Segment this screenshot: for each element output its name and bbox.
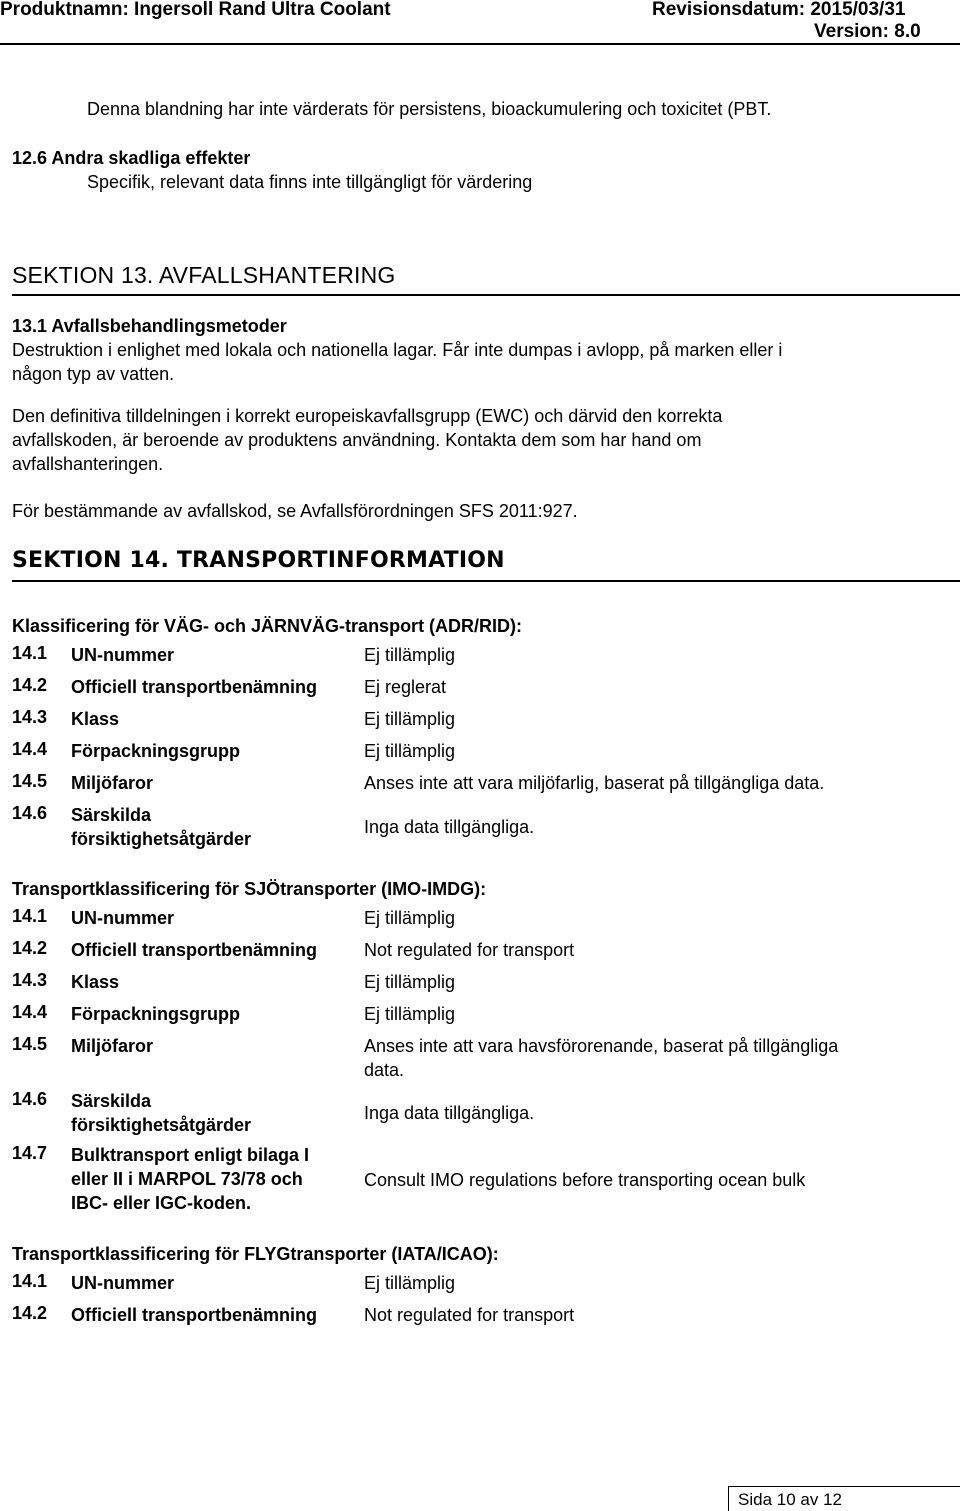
adr-heading: Klassificering för VÄG- och JÄRNVÄG-transport (ADR/RID): <box>12 616 523 636</box>
row-number: 14.7 <box>12 1143 48 1163</box>
row-label: försiktighetsåtgärder <box>71 829 252 849</box>
row-number: 14.1 <box>12 1271 48 1291</box>
row-number: 14.4 <box>12 739 48 759</box>
row-value: Ej tillämplig <box>364 1004 456 1024</box>
header-rule <box>0 43 960 45</box>
row-label: Miljöfaror <box>71 1036 154 1056</box>
ewc-text-line: Den definitiva tilldelningen i korrekt europeiskavfallsgrupp (EWC) och därvid den korrekta <box>12 406 723 426</box>
row-value: Ej reglerat <box>364 677 447 697</box>
row-value: Inga data tillgängliga. <box>364 1103 535 1123</box>
row-label: Förpackningsgrupp <box>71 1004 241 1024</box>
waste-text-line: Destruktion i enlighet med lokala och nationella lagar. Får inte dumpas i avlopp, på marken eller i <box>12 340 783 360</box>
row-value: Ej tillämplig <box>364 908 456 928</box>
subsection-12-6-heading: 12.6 Andra skadliga effekter <box>12 148 251 168</box>
row-label: Officiell transportbenämning <box>71 677 318 697</box>
waste-text-line: någon typ av vatten. <box>12 364 175 384</box>
row-label: Förpackningsgrupp <box>71 741 241 761</box>
product-name: Produktnamn: Ingersoll Rand Ultra Coolant <box>0 0 391 20</box>
ewc-text-line: avfallshanteringen. <box>12 454 164 474</box>
row-value: Ej tillämplig <box>364 741 456 761</box>
iata-heading: Transportklassificering för FLYGtransporter (IATA/ICAO): <box>12 1244 499 1264</box>
row-value: Not regulated for transport <box>364 940 575 960</box>
row-value: Ej tillämplig <box>364 972 456 992</box>
version: Version: 8.0 <box>814 21 921 42</box>
page-number: Sida 10 av 12 <box>738 1490 842 1509</box>
row-number: 14.2 <box>12 675 48 695</box>
row-label: eller II i MARPOL 73/78 och <box>71 1169 303 1189</box>
row-label: försiktighetsåtgärder <box>71 1115 252 1135</box>
row-number: 14.5 <box>12 771 48 791</box>
row-label: Klass <box>71 972 120 992</box>
row-value: Inga data tillgängliga. <box>364 817 535 837</box>
row-value: Ej tillämplig <box>364 709 456 729</box>
row-number: 14.1 <box>12 643 48 663</box>
row-number: 14.3 <box>12 970 48 990</box>
row-number: 14.4 <box>12 1002 48 1022</box>
imdg-heading: Transportklassificering för SJÖtransporter (IMO-IMDG): <box>12 879 487 899</box>
row-label: UN-nummer <box>71 1273 175 1293</box>
row-number: 14.3 <box>12 707 48 727</box>
row-label: UN-nummer <box>71 908 175 928</box>
row-value: Ej tillämplig <box>364 1273 456 1293</box>
row-value: Anses inte att vara havsförorenande, baserat på tillgängliga <box>364 1036 839 1056</box>
section-13-rule <box>12 294 960 296</box>
subsection-12-6-text: Specifik, relevant data finns inte tillgängligt för värdering <box>87 172 533 192</box>
row-label: IBC- eller IGC-koden. <box>71 1193 252 1213</box>
row-value: data. <box>364 1060 405 1080</box>
row-label: Särskilda <box>71 1091 152 1111</box>
section-13-title: SEKTION 13. AVFALLSHANTERING <box>12 262 396 288</box>
sfs-reference: För bestämmande av avfallskod, se Avfallsförordningen SFS 2011:927. <box>12 501 578 521</box>
row-number: 14.1 <box>12 906 48 926</box>
ewc-text-line: avfallskoden, är beroende av produktens användning. Kontakta dem som har hand om <box>12 430 702 450</box>
pbt-text: Denna blandning har inte värderats för persistens, bioackumulering och toxicitet (PBT. <box>87 99 772 119</box>
row-label: Klass <box>71 709 120 729</box>
row-value: Ej tillämplig <box>364 645 456 665</box>
row-label: UN-nummer <box>71 645 175 665</box>
subsection-13-1-heading: 13.1 Avfallsbehandlingsmetoder <box>12 316 287 336</box>
row-label: Miljöfaror <box>71 773 154 793</box>
row-number: 14.6 <box>12 803 48 823</box>
section-14-title: SEKTION 14. TRANSPORTINFORMATION <box>12 548 505 573</box>
row-number: 14.2 <box>12 938 48 958</box>
row-number: 14.5 <box>12 1034 48 1054</box>
row-label: Särskilda <box>71 805 152 825</box>
row-value: Consult IMO regulations before transporting ocean bulk <box>364 1170 806 1190</box>
row-label: Bulktransport enligt bilaga I <box>71 1145 310 1165</box>
row-number: 14.6 <box>12 1089 48 1109</box>
row-number: 14.2 <box>12 1303 48 1323</box>
section-14-rule <box>12 580 960 582</box>
row-value: Not regulated for transport <box>364 1305 575 1325</box>
row-label: Officiell transportbenämning <box>71 940 318 960</box>
revision-date: Revisionsdatum: 2015/03/31 <box>652 0 906 20</box>
row-label: Officiell transportbenämning <box>71 1305 318 1325</box>
row-value: Anses inte att vara miljöfarlig, baserat på tillgängliga data. <box>364 773 825 793</box>
